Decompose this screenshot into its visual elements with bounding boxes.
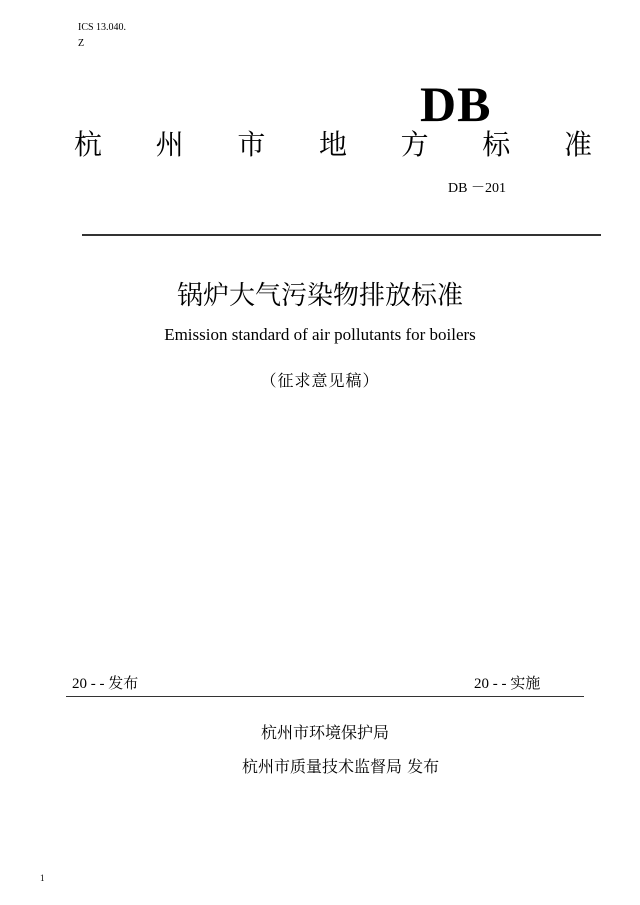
document-title-english: Emission standard of air pollutants for boilers [164,325,476,344]
implementation-date: 20 - - 实施 [474,676,541,692]
standard-class-char: 标 [482,128,511,161]
header-divider [82,234,601,236]
footer-divider [66,696,584,697]
standard-class-char: 准 [563,128,592,161]
issue-date: 20 - - 发布 [72,676,139,692]
document-title-chinese: 锅炉大气污染物排放标准 [176,281,463,311]
standard-number: DB －201 [448,181,506,196]
publisher-primary: 杭州市环境保护局 [261,723,390,742]
standard-class-char: 杭 [74,128,103,161]
ics-code: ICS 13.040. [78,22,127,33]
publisher-secondary: 杭州市质量技术监督局 发布 [242,757,440,776]
page-number: 1 [40,873,45,883]
standard-class-char: 市 [237,128,266,161]
standard-class-char: 州 [155,128,184,161]
standard-class-char: 地 [318,128,347,161]
standard-class-char: 方 [400,128,429,161]
standard-class [74,128,592,162]
category-code: Z [78,38,85,49]
draft-label: （征求意见稿） [260,373,380,390]
db-logo: DB [420,76,492,132]
